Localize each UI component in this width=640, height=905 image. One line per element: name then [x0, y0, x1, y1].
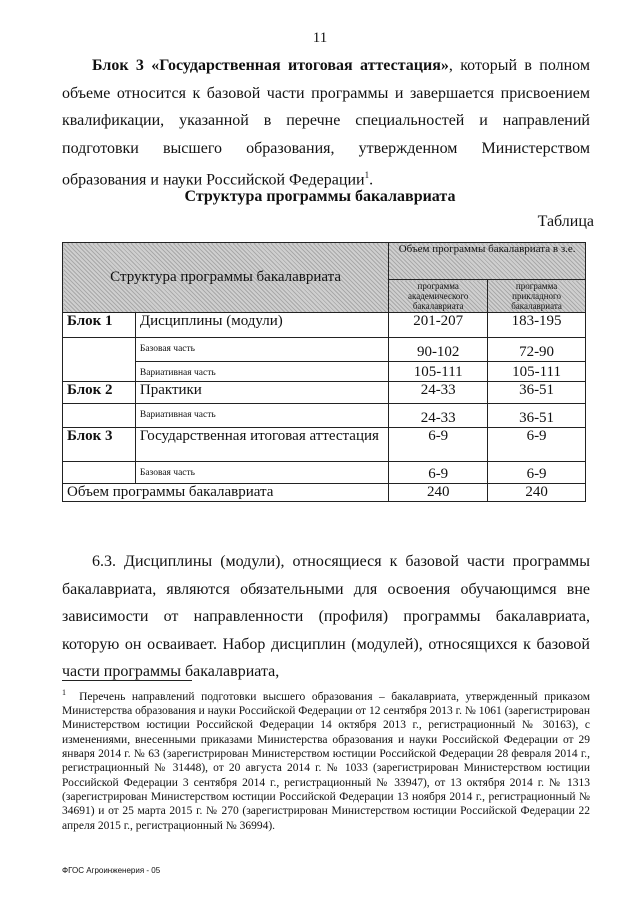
block1-base-academic: 90-102 — [389, 338, 488, 362]
block3-name: Государственная итоговая аттестация — [135, 428, 388, 462]
block3-label: Блок 3 — [63, 428, 136, 462]
block1-applied: 183-195 — [488, 313, 586, 338]
intro-text: , который в полном объеме относится к базовой части программы и завершается присвоением квалификации, указанной в перечне специальностей и направлений подготовки высшего образования, утвержденном Министерством образования и науки Российской Федерации — [62, 57, 590, 189]
block2-applied: 36-51 — [488, 382, 586, 404]
table-label: Таблица — [537, 213, 594, 230]
section-6-3-paragraph: 6.3. Дисциплины (модули), относящиеся к базовой части программы бакалавриата, являются обязательными для освоения обучающимся вне зависимости от направленности (профиля) программы бакалавриата, которую он осваивает. Набор дисциплин (модулей), относящихся к базовой части программы бакалавриата, — [62, 553, 590, 680]
header-structure: Структура программы бакалавриата — [63, 243, 389, 313]
block1-name: Дисциплины (модули) — [135, 313, 388, 338]
block2-academic: 24-33 — [389, 382, 488, 404]
intro-footnote-mark: 1 — [364, 170, 370, 180]
table-heading: Структура программы бакалавриата — [184, 188, 456, 205]
block1-variable-part: Вариативная часть — [135, 362, 388, 382]
header-volume: Объем программы бакалавриата в з.е. — [389, 243, 586, 280]
footnote — [62, 686, 590, 833]
footnote-mark: 1 — [62, 688, 66, 697]
block2-variable-part: Вариативная часть — [135, 404, 388, 428]
structure-table — [62, 242, 586, 502]
block1-variable-academic: 105-111 — [389, 362, 488, 382]
block2-variable-applied: 36-51 — [488, 404, 586, 428]
block1-variable-applied: 105-111 — [488, 362, 586, 382]
intro-bold-lead: Блок 3 «Государственная итоговая аттестация» — [92, 57, 449, 74]
block3-academic: 6-9 — [389, 428, 488, 462]
total-academic: 240 — [389, 484, 488, 502]
intro-end: . — [369, 171, 374, 189]
header-academic: программа академического бакалавриата — [389, 280, 488, 313]
intro-paragraph — [62, 52, 590, 194]
page-number: 11 — [312, 30, 328, 46]
block3-base-academic: 6-9 — [389, 462, 488, 484]
block3-empty-cell — [63, 462, 136, 484]
block2-variable-academic: 24-33 — [389, 404, 488, 428]
footer-code: ФГОС Агроинженерия - 05 — [62, 866, 161, 875]
block3-base-part: Базовая часть — [135, 462, 388, 484]
total-applied: 240 — [488, 484, 586, 502]
header-applied: программа прикладного бакалавриата — [488, 280, 586, 313]
block3-applied: 6-9 — [488, 428, 586, 462]
block1-label: Блок 1 — [63, 313, 136, 338]
block1-empty-cell — [63, 338, 136, 382]
block2-empty-cell — [63, 404, 136, 428]
block1-base-part: Базовая часть — [135, 338, 388, 362]
block1-academic: 201-207 — [389, 313, 488, 338]
total-label: Объем программы бакалавриата — [63, 484, 389, 502]
footnote-separator — [62, 680, 192, 681]
block2-name: Практики — [135, 382, 388, 404]
block3-base-applied: 6-9 — [488, 462, 586, 484]
block2-label: Блок 2 — [63, 382, 136, 404]
block1-base-applied: 72-90 — [488, 338, 586, 362]
footnote-text: Перечень направлений подготовки высшего образования – бакалавриата, утвержденный приказом Министерства образования и науки Российской Федерации от 12 сентября 2013 г. № 1061 (зарегистрирован Министерством юстиции Российской Федерации 14 октября 2013 г., регистрационный № 30163), с изменениями, внесенными приказами Министерства образования и науки Российской Федерации от 29 января 2014 г. № 63 (зарегистрирован Министерством юстиции Российской Федерации 28 февраля 2014 г., регистрационный № 31448), от 20 августа 2014 г. № 1033 (зарегистрирован Министерством юстиции Российской Федерации 3 сентября 2014 г., регистрационный № 33947), от 13 октября 2014 г. № 1313 (зарегистрирован Министерством юстиции Российской Федерации 13 ноября 2014 г., регистрационный № 34691) и от 25 марта 2015 г. № 270 (зарегистрирован Министерством юстиции Российской Федерации 22 апреля 2015 г., регистрационный № 36994). — [62, 690, 591, 832]
